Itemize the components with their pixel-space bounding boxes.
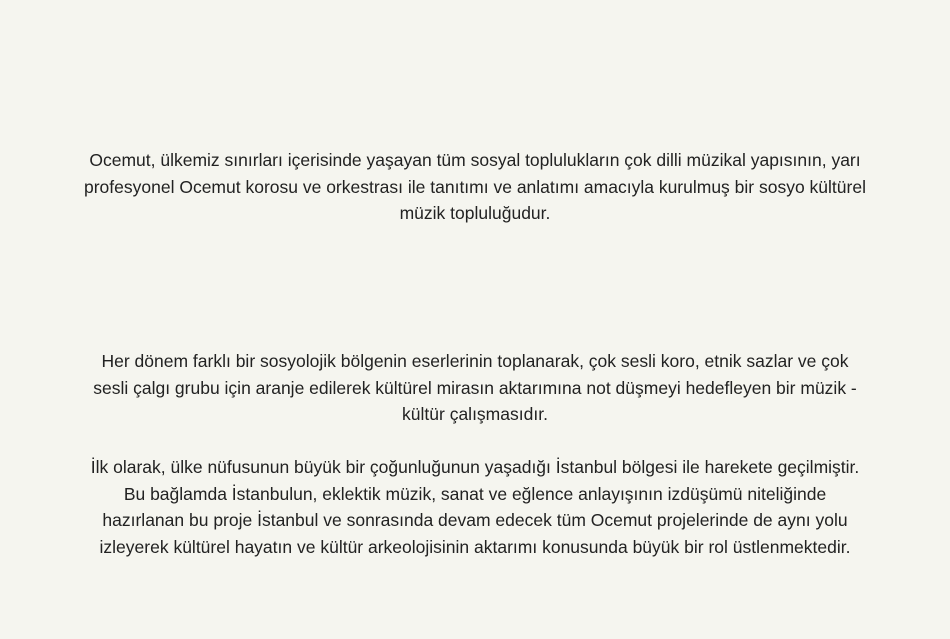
intro-paragraph: Ocemut, ülkemiz sınırları içerisinde yaşayan tüm sosyal toplulukların çok dilli müzikal yapısının, yarı profesyonel Ocemut korosu ve orkestrası ile tanıtımı ve anlatımı amacıyla kurulmuş bir sosyo kültürel müzik topluluğudur. (84, 150, 866, 223)
project-description-paragraph: Her dönem farklı bir sosyolojik bölgenin eserlerinin toplanarak, çok sesli koro, etnik sazlar ve çok sesli çalgı grubu için aranje edilerek kültürel mirasın aktarımına not düşmeyi hedefleyen bir müzik - kültür çalışmasıdır. (93, 351, 857, 424)
istanbul-paragraph: İlk olarak, ülke nüfusunun büyük bir çoğunluğunun yaşadığı İstanbul bölgesi ile harekete geçilmiştir. Bu bağlamda İstanbulun, eklektik müzik, sanat ve eğlence anlayışının izdüşümü niteliğinde hazırlanan bu proje İstanbul ve sonrasında devam edecek tüm Ocemut projelerinde de aynı yolu izleyerek kültürel hayatın ve kültür arkeolojisinin aktarımı konusunda büyük bir rol üstlenmektedir. (90, 457, 860, 557)
